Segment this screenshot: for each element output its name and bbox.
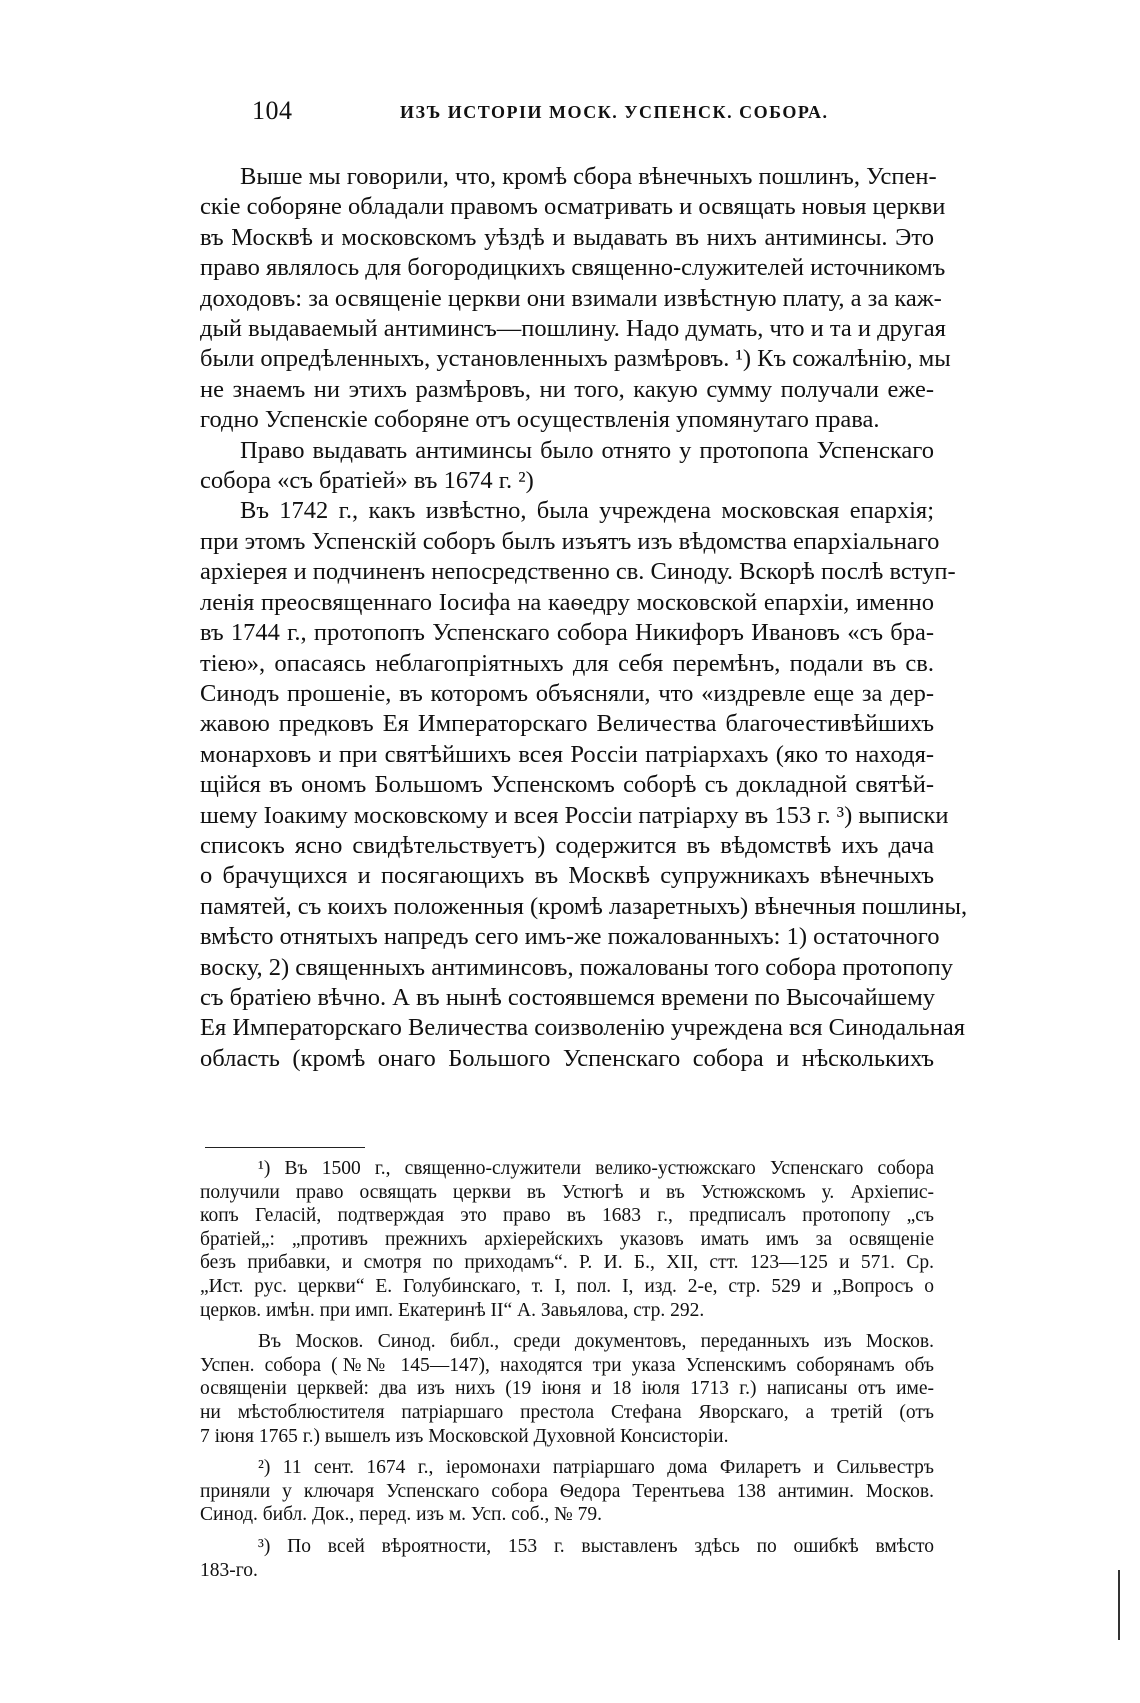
footnote-line: церков. имѣн. при имп. Екатеринѣ II“ А. Завьялова, стр. 292.: [200, 1299, 705, 1321]
text-line: область (кромѣ онаго Большого Успенскаго собора и нѣсколькихъ: [200, 1044, 934, 1072]
footnote-line: 7 іюня 1765 г.) вышелъ изъ Московской Духовной Консисторіи.: [200, 1425, 729, 1447]
text-line: Синодъ прошеніе, въ которомъ объясняли, что «издревле еще за дер-: [200, 679, 934, 707]
footnote-separator: [205, 1147, 365, 1148]
footnote-line: ¹) Въ 1500 г., священно-служители велико-устюжскаго Успенскаго собора: [258, 1158, 934, 1179]
text-line: Ея Императорскаго Величества соизволенію учреждена вся Синодальная: [200, 1014, 965, 1042]
text-line: тіею», опасаясь неблагопріятныхъ для себя перемѣнъ, подали въ св.: [200, 649, 934, 677]
footnote-line: Синод. библ. Док., перед. изъ м. Усп. соб., № 79.: [200, 1504, 603, 1526]
text-line: скіе соборяне обладали правомъ осматривать и освящать новыя церкви: [200, 193, 946, 221]
footnote-line: ³) По всей вѣроятности, 153 г. выставленъ здѣсь по ошибкѣ вмѣсто: [258, 1535, 934, 1557]
running-title: ИЗЪ ИСТОРІИ МОСК. УСПЕНСК. СОБОРА.: [400, 102, 829, 122]
footnotes: [200, 1157, 934, 1582]
text-line: жавою предковъ Ея Императорскаго Величества благочестивѣйшихъ: [200, 710, 934, 738]
footnote-line: ²) 11 сент. 1674 г., іеромонахи патріаршаго дома Филаретъ и Сильвестръ: [258, 1457, 934, 1479]
text-line: съ братіею вѣчно. А въ нынѣ состоявшемся времени по Высочайшему: [200, 983, 936, 1011]
text-line: право являлось для богородицкихъ священно-служителей источникомъ: [200, 254, 946, 282]
text-line: архіерея и подчиненъ непосредственно св. Синоду. Вскорѣ послѣ вступ-: [200, 558, 956, 586]
text-line: дый выдаваемый антиминсъ—пошлину. Надо думать, что и та и другая: [200, 315, 946, 343]
page-header: [252, 96, 892, 136]
footnote-line: ни мѣстоблюстителя патріаршаго престола Стефана Яворскаго, а третій (отъ: [200, 1401, 934, 1423]
footnote-line: братіей„: „противъ прежнихъ архіерейскихъ указовъ имать имъ за освященіе: [200, 1228, 934, 1250]
text-line: доходовъ: за освященіе церкви они взимали извѣстную плату, а за каж-: [200, 284, 942, 312]
main-text: [200, 162, 968, 1074]
text-line: шему Іоакиму московскому и всея Россіи патріарху въ 153 г. ³) выписки: [200, 801, 949, 829]
text-line: монарховъ и при святѣйшихъ всея Россіи патріархахъ (яко то находя-: [200, 740, 934, 768]
page-number: 104: [252, 96, 293, 125]
text-line: собора «съ братіей» въ 1674 г. ²): [200, 467, 534, 495]
text-line: въ Москвѣ и московскомъ уѣздѣ и выдавать въ нихъ антиминсы. Это: [200, 223, 934, 251]
footnote-line: Въ Москов. Синод. библ., среди документовъ, переданныхъ изъ Москов.: [258, 1331, 934, 1353]
footnote-line: копъ Геласій, подтверждая это право въ 1683 г., предписалъ протопопу „съ: [200, 1205, 934, 1227]
footnote-line: освященіи церквей: два изъ нихъ (19 іюня и 18 іюля 1713 г.) написаны отъ име-: [200, 1378, 934, 1400]
footnote-line: Успен. собора (№№ 145—147), находятся три указа Успенскимъ соборянамъ объ: [200, 1354, 934, 1376]
scan-margin-mark: [1118, 1570, 1120, 1640]
footnote-line: получили право освящать церкви въ Устюгѣ и въ Устюжскомъ у. Архіепис-: [200, 1181, 934, 1203]
footnote-line: безъ прибавки, и смотря по приходамъ“. Р. И. Б., XII, стт. 123—125 и 571. Ср.: [200, 1252, 934, 1274]
text-line: щійся въ ономъ Большомъ Успенскомъ соборѣ съ докладной святѣй-: [200, 771, 934, 799]
text-line: воску, 2) священныхъ антиминсовъ, пожалованы того собора протопопу: [200, 953, 953, 981]
text-line: въ 1744 г., протопопъ Успенскаго собора Никифоръ Ивановъ «съ бра-: [200, 619, 934, 647]
text-line: годно Успенскіе соборяне отъ осуществленія упомянутаго права.: [200, 406, 880, 434]
text-line: Въ 1742 г., какъ извѣстно, была учреждена московская епархія;: [240, 497, 934, 525]
text-line: при этомъ Успенскій соборъ былъ изъятъ изъ вѣдомства епархіальнаго: [200, 527, 940, 555]
text-line: Выше мы говорили, что, кромѣ сбора вѣнечныхъ пошлинъ, Успен-: [240, 163, 937, 190]
text-line: памятей, съ коихъ положенныя (кромѣ лазаретныхъ) вѣнечныя пошлины,: [200, 892, 968, 920]
text-line: списокъ ясно свидѣтельствуетъ) содержится въ вѣдомствѣ ихъ дача: [200, 831, 934, 859]
footnote-line: приняли у ключаря Успенскаго собора Ѳедора Терентьева 138 антимин. Москов.: [200, 1480, 934, 1502]
text-line: о брачущихся и посягающихъ въ Москвѣ супружникахъ вѣнечныхъ: [200, 862, 934, 890]
text-line: Право выдавать антиминсы было отнято у протопопа Успенскаго: [240, 436, 934, 464]
text-line: ленія преосвященнаго Іосифа на каѳедру московской епархіи, именно: [200, 588, 934, 616]
footnote-line: 183-го.: [200, 1559, 258, 1581]
text-line: не знаемъ ни этихъ размѣровъ, ни того, какую сумму получали еже-: [200, 375, 934, 403]
text-line: были опредѣленныхъ, установленныхъ размѣровъ. ¹) Къ сожалѣнію, мы: [200, 345, 951, 373]
text-line: вмѣсто отнятыхъ напредъ сего имъ-же пожалованныхъ: 1) остаточного: [200, 923, 940, 951]
footnote-line: „Ист. рус. церкви“ Е. Голубинскаго, т. I, пол. I, изд. 2-е, стр. 529 и „Вопросъ о: [200, 1275, 934, 1297]
